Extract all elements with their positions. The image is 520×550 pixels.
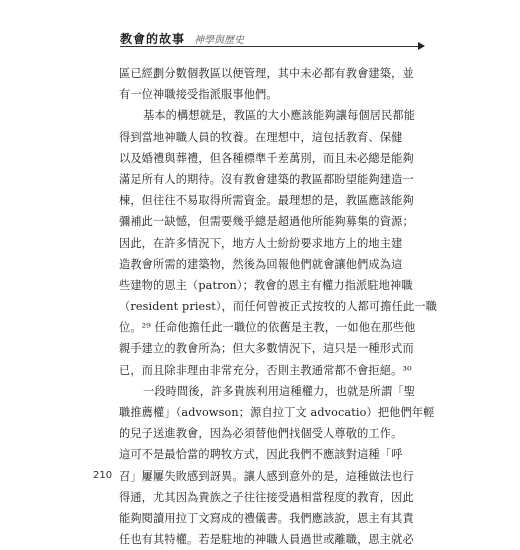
book-subtitle: 神學與歷史 [194, 35, 244, 46]
text-line: 因此，在許多情況下，地方人士紛紛要求地方上的地主建 [119, 236, 403, 250]
text-line: 以及婚禮與葬禮，但各種標準千差萬別，而且未必總是能夠 [119, 151, 414, 165]
text-line: 能夠閱讀用拉丁文寫成的禮儀書。我們應該說，恩主有其責 [119, 511, 414, 525]
text-line: 棟，但往往不易取得所需資金。最理想的是，教區應該能夠 [119, 194, 414, 208]
text-line: 彌補此一缺憾，但需要幾乎總是超過他所能夠募集的資源； [119, 215, 414, 229]
text-line: 職推薦權」（advowson；源自拉丁文 advocatio）把他們年輕 [119, 406, 435, 419]
page-number: 210 [93, 470, 113, 481]
text-line: 基本的構想就是，教區的大小應該能夠讓每個居民都能 [143, 109, 416, 123]
book-title: 教會的故事 [120, 32, 186, 46]
body-text [119, 63, 437, 550]
text-line: 造教會所需的建築物，然後為回報他們就會讓他們成為這 [119, 257, 403, 271]
text-line: 親手建立的教會所為；但大多數情況下，這只是一種形式而 [119, 342, 414, 356]
text-line: 些建物的恩主（patron）；教會的恩主有權力指派駐地神職 [119, 278, 413, 292]
text-line: 一段時間後，許多貴族利用這種權力，也就是所謂「聖 [143, 384, 416, 398]
text-line: 得到當地神職人員的牧養。在理想中，這包括教育、保健 [119, 130, 403, 144]
text-line: 的兒子送進教會，因為必須替他們找個受人尊敬的工作。 [119, 427, 403, 441]
text-line: 召」屢屢失敗感到訝異。讓人感到意外的是，這種做法也行 [119, 469, 414, 483]
text-line: 區已經劃分數個教區以便管理，其中未必都有教會建築，並 [119, 67, 414, 80]
text-line: 滿足所有人的期待。沒有教會建築的教區都盼望能夠建造一 [119, 172, 414, 186]
text-line: 已，而且除非理由非常充分，否則主教通常都不會拒絕。³⁰ [119, 363, 412, 377]
text-line: 得通，尤其因為貴族之子往往接受過相當程度的教育，因此 [119, 490, 414, 504]
text-line: 位。²⁹ 任命他擔任此一職位的依舊是主教，一如他在那些他 [119, 321, 416, 335]
text-line: 有一位神職接受指派服事他們。 [119, 88, 278, 102]
header-rule [120, 46, 420, 47]
text-line: 任也有其特權。若是駐地的神職人員過世或離職，恩主就必 [119, 533, 414, 547]
running-header [120, 30, 425, 50]
text-line: 這可不是最恰當的聘牧方式，因此我們不應該對這種「呼 [119, 448, 403, 462]
arrow-right-icon [418, 42, 425, 50]
text-line: （resident priest），而任何曾被正式按牧的人都可擔任此一職 [119, 300, 437, 314]
